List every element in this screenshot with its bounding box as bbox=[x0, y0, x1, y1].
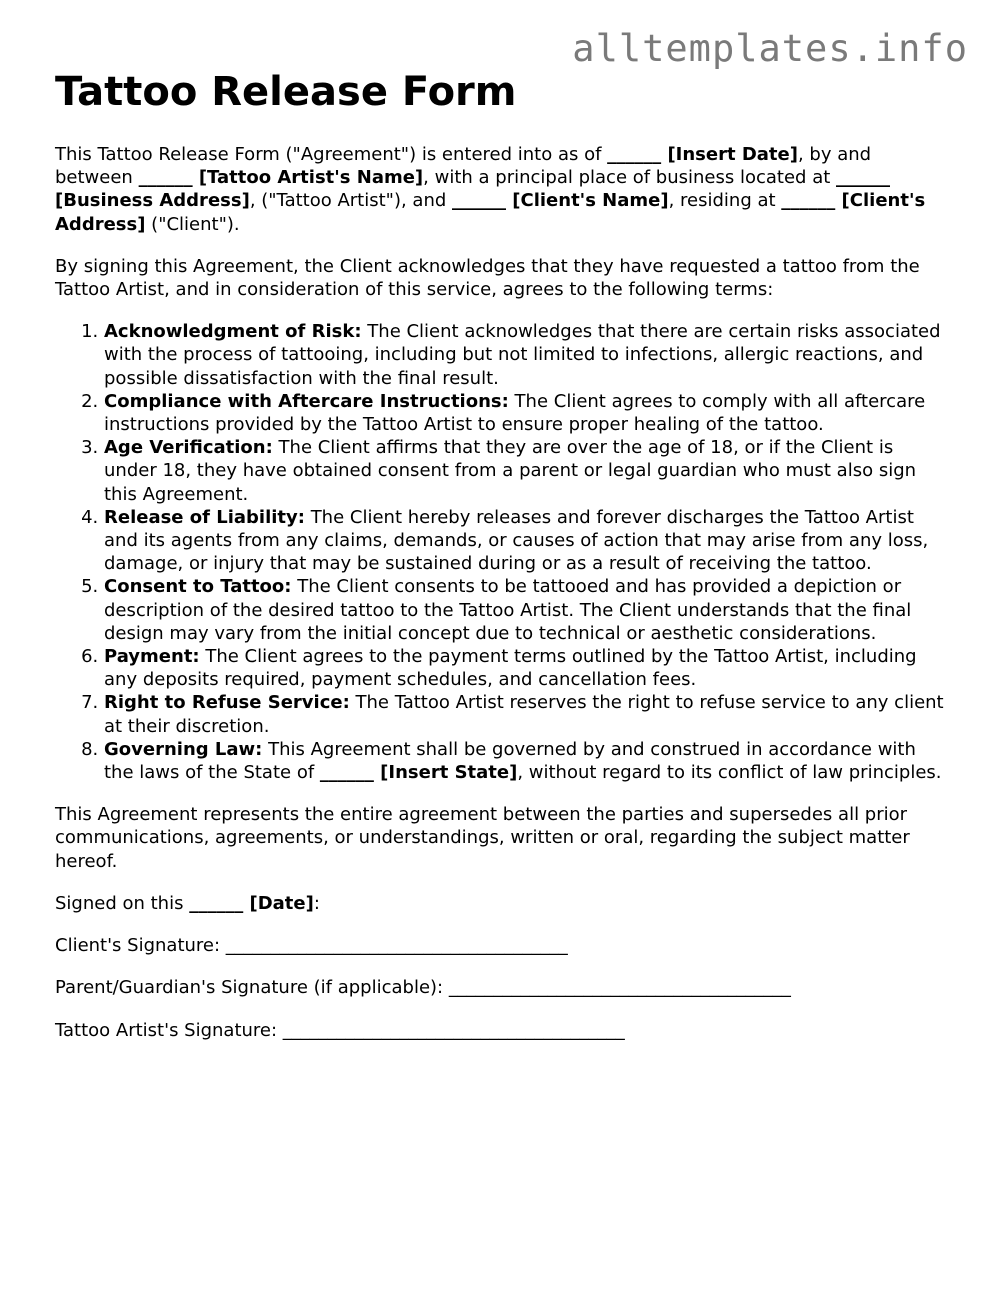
intro-text: , ("Tattoo Artist"), and bbox=[249, 190, 453, 212]
term-item bbox=[104, 645, 950, 691]
term-text: The Tattoo Artist reserves the right to refuse service to any client at their discretion. bbox=[104, 692, 944, 737]
intro-text: , with a principal place of business located at bbox=[423, 167, 837, 189]
artist-signature-line: Tattoo Artist's Signature: ______________________________________ bbox=[55, 1019, 625, 1041]
terms-list bbox=[55, 320, 950, 784]
signed-date-blank: ______ [Date] bbox=[189, 892, 314, 914]
artist-name-blank: ______ [Tattoo Artist's Name] bbox=[138, 167, 424, 189]
term-text: The Client agrees to the payment terms outlined by the Tattoo Artist, including any deposits required, payment schedules, and cancellation fees. bbox=[104, 646, 917, 691]
term-heading: Age Verification: bbox=[104, 437, 273, 459]
term-heading: Release of Liability: bbox=[104, 506, 305, 528]
state-blank: ______ [Insert State] bbox=[319, 762, 518, 784]
client-address-blank: ______ [Client's Address] bbox=[55, 190, 926, 235]
intro-text: This Tattoo Release Form ("Agreement") is entered into as of bbox=[55, 144, 608, 165]
signed-on-text: : bbox=[313, 892, 320, 914]
client-name-blank: ______ [Client's Name] bbox=[452, 190, 669, 212]
term-heading: Right to Refuse Service: bbox=[104, 692, 350, 714]
term-text: The Client consents to be tattooed and has provided a depiction or description of the desired tattoo to the Tattoo Artist. The Client understands that the final design may vary from the initial concept due to technical or aesthetic considerations. bbox=[104, 576, 912, 644]
date-blank: ______ [Insert Date] bbox=[607, 144, 798, 165]
term-text: The Client acknowledges that there are certain risks associated with the process of tattooing, including but not limited to infections, allergic reactions, and possible dissatisfaction with the final result. bbox=[104, 321, 941, 389]
term-item bbox=[104, 506, 950, 576]
guardian-signature-line: Parent/Guardian's Signature (if applicable): ______________________________________ bbox=[55, 977, 791, 999]
intro-text: , by and between bbox=[55, 144, 872, 189]
signed-on-text: Signed on this bbox=[55, 892, 190, 914]
intro-text: , residing at bbox=[668, 190, 782, 212]
signed-on-line bbox=[55, 892, 950, 915]
term-heading: Payment: bbox=[104, 646, 200, 668]
term-text: , without regard to its conflict of law principles. bbox=[517, 762, 942, 784]
intro-text: ("Client"). bbox=[145, 213, 240, 235]
term-heading: Acknowledgment of Risk: bbox=[104, 321, 362, 343]
term-item bbox=[104, 320, 950, 390]
term-heading: Governing Law: bbox=[104, 738, 263, 760]
document-title: Tattoo Release Form bbox=[55, 69, 517, 115]
term-heading: Consent to Tattoo: bbox=[104, 576, 292, 598]
term-heading: Compliance with Aftercare Instructions: bbox=[104, 390, 509, 412]
term-item bbox=[104, 436, 950, 506]
client-signature-line: Client's Signature: ______________________________________ bbox=[55, 935, 568, 957]
term-text: The Client hereby releases and forever discharges the Tattoo Artist and its agents from any claims, demands, or causes of action that may arise from any loss, damage, or injury that may be sustained during or as a result of receiving the tattoo. bbox=[104, 506, 929, 575]
intro-paragraph bbox=[55, 143, 950, 236]
document-body bbox=[55, 69, 950, 1061]
term-item bbox=[104, 738, 950, 784]
term-item bbox=[104, 390, 950, 436]
term-item bbox=[104, 575, 950, 645]
term-text: The Client agrees to comply with all aftercare instructions provided by the Tattoo Artist to ensure proper healing of the tattoo. bbox=[104, 390, 926, 436]
watermark: alltemplates.info bbox=[572, 27, 968, 70]
business-address-blank: ______ [Business Address] bbox=[55, 167, 891, 212]
entire-agreement-paragraph: This Agreement represents the entire agreement between the parties and supersedes all prior communications, agreements, or understandings, written or oral, regarding the subject matter hereof. bbox=[55, 804, 910, 872]
term-text: The Client affirms that they are over the age of 18, or if the Client is under 18, they have obtained consent from a parent or legal guardian who must also sign this Agreement. bbox=[104, 437, 917, 505]
term-item bbox=[104, 691, 950, 737]
acknowledgment-paragraph: By signing this Agreement, the Client acknowledges that they have requested a tattoo from the Tattoo Artist, and in consideration of this service, agrees to the following terms: bbox=[55, 255, 920, 301]
term-text: This Agreement shall be governed by and construed in accordance with the laws of the State of bbox=[104, 738, 916, 784]
